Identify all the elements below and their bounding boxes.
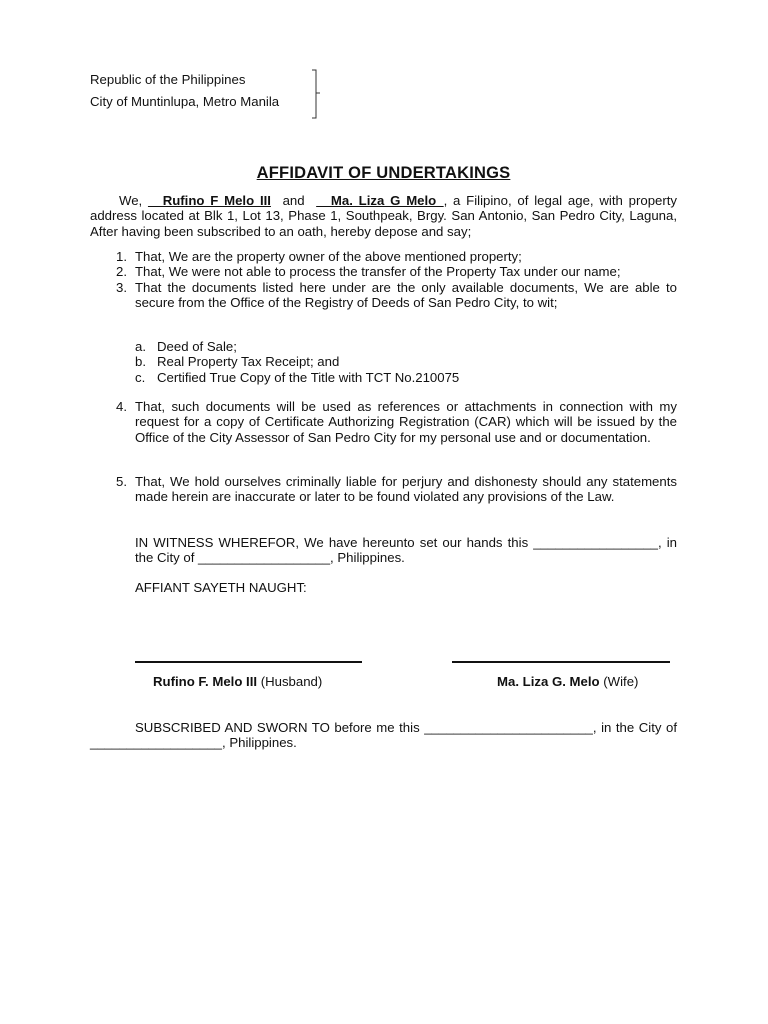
- subitem-text: Deed of Sale;: [157, 339, 237, 354]
- list-item: [90, 264, 677, 279]
- item-text: That, such documents will be used as references or attachments in connection with my request for a copy of Certificate Authorizing Registration (CAR) which will be issued by the Office of the City Assessor of San Pedro City for my personal use and or documentation.: [135, 399, 677, 445]
- signatory-husband: [153, 674, 322, 689]
- document-title: AFFIDAVIT OF UNDERTAKINGS: [256, 164, 511, 182]
- affiant-sayeth: AFFIANT SAYETH NAUGHT:: [135, 580, 307, 595]
- subitem-letter: b.: [135, 354, 146, 370]
- signatory-role: (Husband): [260, 674, 323, 689]
- venue-city: City of Muntinlupa, Metro Manila: [90, 94, 280, 109]
- intro-we: We,: [119, 193, 143, 208]
- sublist-item: [135, 370, 677, 385]
- witness-paragraph: IN WITNESS WHEREFOR, We have hereunto set our hands this _________________, in the City of __________________, Philippines.: [135, 535, 677, 566]
- sublist-item: [135, 354, 677, 369]
- intro-and: and: [282, 193, 305, 208]
- statement-list: [90, 249, 677, 310]
- subitem-text: Real Property Tax Receipt; and: [157, 354, 340, 370]
- signatory-role: (Wife): [603, 674, 639, 689]
- item-text: That, We were not able to process the transfer of the Property Tax under our name;: [135, 264, 621, 280]
- item-number: 1.: [116, 249, 127, 264]
- signature-line-husband: [135, 661, 362, 663]
- intro-rest: , a Filipino, of legal age, with property address located at Blk 1, Lot 13, Phase 1, Southpeak, Brgy. San Antonio, San Pedro City, Laguna, After having been subscribed to an oath, hereby depose and say;: [90, 193, 678, 239]
- item-text: That, We hold ourselves criminally liable for perjury and dishonesty should any statements made herein are inaccurate or later to be found violated any provisions of the Law.: [135, 474, 677, 505]
- jurat-paragraph: SUBSCRIBED AND SWORN TO before me this _______________________, in the City of __________________, Philippines.: [90, 720, 677, 751]
- statement-item-5: [90, 474, 677, 505]
- signatory-name: Rufino F. Melo III: [153, 674, 258, 689]
- venue-republic: Republic of the Philippines: [90, 72, 246, 87]
- affidavit-document: [90, 71, 678, 751]
- item-number: 2.: [116, 264, 127, 280]
- statement-item-4: [90, 399, 677, 445]
- item-text: That the documents listed here under are the only available documents, We are able to secure from the Office of the Registry of Deeds of San Pedro City, to wit;: [135, 279, 677, 310]
- item-number: 3.: [116, 279, 127, 295]
- list-item: [90, 280, 677, 311]
- subitem-text: Certified True Copy of the Title with TCT No.210075: [157, 369, 460, 385]
- item-number: 5.: [116, 474, 127, 489]
- signature-line-wife: [452, 661, 670, 663]
- signatory-wife: [497, 674, 638, 689]
- list-item: [90, 399, 677, 445]
- item-text: That, We are the property owner of the above mentioned property;: [135, 249, 522, 264]
- document-sublist: [135, 339, 677, 385]
- affiant-name-2: __Ma. Liza G Melo_: [316, 193, 444, 208]
- venue-block: [90, 71, 677, 119]
- subitem-letter: c.: [135, 369, 146, 385]
- item-number: 4.: [116, 399, 127, 414]
- signatory-name: Ma. Liza G. Melo: [497, 674, 600, 689]
- sublist-item: [135, 339, 677, 354]
- list-item: [90, 474, 677, 505]
- affiant-name-1: __Rufino F Melo III: [148, 193, 271, 208]
- subitem-letter: a.: [135, 339, 146, 354]
- venue-bracket-icon: [311, 69, 321, 119]
- list-item: [90, 249, 677, 264]
- intro-paragraph: [90, 193, 677, 239]
